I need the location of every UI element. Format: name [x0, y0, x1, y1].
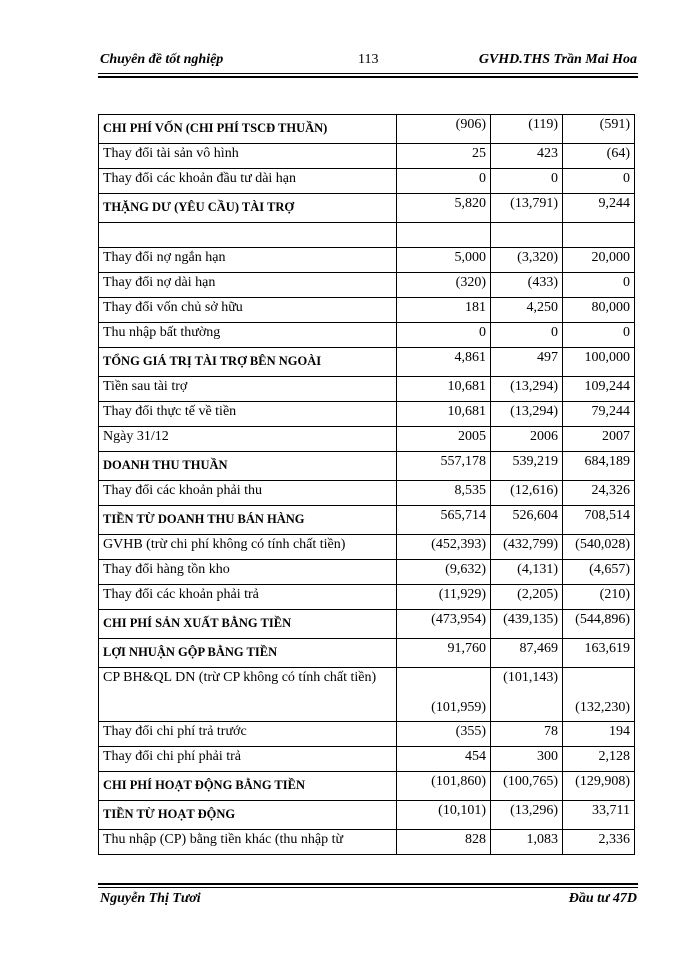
row-value-2: 539,219 — [491, 452, 563, 481]
row-value-2: 300 — [491, 747, 563, 772]
row-value-1: 25 — [397, 144, 491, 169]
row-value-3: 24,326 — [563, 481, 635, 506]
row-value-3 — [563, 223, 635, 248]
row-value-2: (439,135) — [491, 610, 563, 639]
row-value-2: 423 — [491, 144, 563, 169]
row-label: Thay đổi các khoản phải trả — [99, 585, 397, 610]
row-label: DOANH THU THUẦN — [99, 452, 397, 481]
row-label: Thu nhập bất thường — [99, 323, 397, 348]
row-label: TIỀN TỪ DOANH THU BÁN HÀNG — [99, 506, 397, 535]
row-value-1: 5,820 — [397, 194, 491, 223]
row-value-1: (473,954) — [397, 610, 491, 639]
table-row — [99, 298, 635, 323]
row-label: TIỀN TỪ HOẠT ĐỘNG — [99, 801, 397, 830]
row-value-1 — [397, 223, 491, 248]
row-value-2 — [491, 223, 563, 248]
row-value-1: (320) — [397, 273, 491, 298]
row-label: TỔNG GIÁ TRỊ TÀI TRỢ BÊN NGOÀI — [99, 348, 397, 377]
row-value-1: 557,178 — [397, 452, 491, 481]
row-value-3: 0 — [563, 169, 635, 194]
row-value-3: 708,514 — [563, 506, 635, 535]
row-value-2: (4,131) — [491, 560, 563, 585]
row-value-2: (432,799) — [491, 535, 563, 560]
row-label: Thay đổi nợ ngắn hạn — [99, 248, 397, 273]
row-value-2: (13,294) — [491, 402, 563, 427]
row-value-1: 0 — [397, 323, 491, 348]
row-value-1: 565,714 — [397, 506, 491, 535]
row-label: Thay đổi hàng tồn kho — [99, 560, 397, 585]
row-value-2: 0 — [491, 169, 563, 194]
table-row — [99, 452, 635, 481]
row-value-2: 4,250 — [491, 298, 563, 323]
row-value-3: (64) — [563, 144, 635, 169]
row-value-3: 100,000 — [563, 348, 635, 377]
row-value-3: 109,244 — [563, 377, 635, 402]
row-value-1: (10,101) — [397, 801, 491, 830]
table-row — [99, 115, 635, 144]
row-label: Thay đổi chi phí trả trước — [99, 722, 397, 747]
row-value-3: (132,230) — [563, 668, 635, 722]
row-value-1: 91,760 — [397, 639, 491, 668]
row-label: CHI PHÍ HOẠT ĐỘNG BẰNG TIỀN — [99, 772, 397, 801]
table-row — [99, 747, 635, 772]
row-value-2: (3,320) — [491, 248, 563, 273]
row-value-1: 5,000 — [397, 248, 491, 273]
row-label: THẶNG DƯ (YÊU CẦU) TÀI TRỢ — [99, 194, 397, 223]
row-value-1: 454 — [397, 747, 491, 772]
row-label: Thay đổi vốn chủ sở hữu — [99, 298, 397, 323]
row-value-3: 2,336 — [563, 830, 635, 855]
row-value-3: (544,896) — [563, 610, 635, 639]
row-label: Thay đổi các khoản phải thu — [99, 481, 397, 506]
row-label: Tiền sau tài trợ — [99, 377, 397, 402]
header-supervisor: GVHD.THS Trần Mai Hoa — [478, 52, 637, 67]
row-value-3: 79,244 — [563, 402, 635, 427]
table-row — [99, 801, 635, 830]
footer-rule-thick — [98, 883, 638, 885]
table-row — [99, 506, 635, 535]
row-value-3: 684,189 — [563, 452, 635, 481]
row-value-1: 828 — [397, 830, 491, 855]
row-value-2: 0 — [491, 323, 563, 348]
row-label: Thay đổi thực tế về tiền — [99, 402, 397, 427]
row-label: CHI PHÍ SẢN XUẤT BẰNG TIỀN — [99, 610, 397, 639]
footer-author: Nguyễn Thị Tươi — [100, 891, 201, 906]
row-value-3: 194 — [563, 722, 635, 747]
table-row — [99, 639, 635, 668]
row-label — [99, 223, 397, 248]
table-row — [99, 610, 635, 639]
table-row — [99, 830, 635, 855]
row-value-2: (12,616) — [491, 481, 563, 506]
row-value-3: 0 — [563, 273, 635, 298]
row-value-1: (452,393) — [397, 535, 491, 560]
footer-class: Đầu tư 47D — [568, 891, 637, 906]
row-value-3: 163,619 — [563, 639, 635, 668]
row-value-1: 10,681 — [397, 402, 491, 427]
row-value-3: 2,128 — [563, 747, 635, 772]
table-row — [99, 223, 635, 248]
table-row — [99, 169, 635, 194]
row-value-2: (433) — [491, 273, 563, 298]
row-label: GVHB (trừ chi phí không có tính chất tiền) — [99, 535, 397, 560]
row-label: Ngày 31/12 — [99, 427, 397, 452]
cash-flow-table-body — [99, 115, 635, 855]
row-value-3: 20,000 — [563, 248, 635, 273]
table-row — [99, 535, 635, 560]
cash-flow-table — [98, 114, 635, 855]
table-row — [99, 144, 635, 169]
row-value-3: 33,711 — [563, 801, 635, 830]
table-row — [99, 273, 635, 298]
row-value-2: 87,469 — [491, 639, 563, 668]
table-row — [99, 377, 635, 402]
row-label: Thu nhập (CP) bằng tiền khác (thu nhập từ — [99, 830, 397, 855]
table-row — [99, 722, 635, 747]
row-value-2: 526,604 — [491, 506, 563, 535]
header-rule-thick — [98, 76, 638, 78]
row-value-1: (11,929) — [397, 585, 491, 610]
table-row — [99, 560, 635, 585]
row-value-2: 2006 — [491, 427, 563, 452]
row-label: CP BH&QL DN (trừ CP không có tính chất tiền) — [99, 668, 397, 722]
row-value-2: 1,083 — [491, 830, 563, 855]
row-value-3: (4,657) — [563, 560, 635, 585]
page-header — [100, 48, 637, 70]
row-value-1: (9,632) — [397, 560, 491, 585]
row-value-2: (2,205) — [491, 585, 563, 610]
row-value-3: 2007 — [563, 427, 635, 452]
table-row — [99, 427, 635, 452]
table-row — [99, 772, 635, 801]
row-label: LỢI NHUẬN GỘP BẰNG TIỀN — [99, 639, 397, 668]
row-label: CHI PHÍ VỐN (CHI PHÍ TSCĐ THUẦN) — [99, 115, 397, 144]
table-row — [99, 248, 635, 273]
table-row — [99, 481, 635, 506]
row-value-2: (119) — [491, 115, 563, 144]
table-row — [99, 668, 635, 722]
row-value-3: (591) — [563, 115, 635, 144]
row-value-2: (13,294) — [491, 377, 563, 402]
row-value-1: 2005 — [397, 427, 491, 452]
table-row — [99, 323, 635, 348]
row-value-1: 0 — [397, 169, 491, 194]
row-value-1: (355) — [397, 722, 491, 747]
page-footer — [100, 891, 637, 913]
table-row — [99, 585, 635, 610]
table-row — [99, 402, 635, 427]
row-value-1: 10,681 — [397, 377, 491, 402]
row-value-1: (906) — [397, 115, 491, 144]
row-label: Thay đổi chi phí phải trả — [99, 747, 397, 772]
header-document-title: Chuyên đề tốt nghiệp — [100, 52, 224, 67]
row-label: Thay đổi nợ dài hạn — [99, 273, 397, 298]
row-value-2: 78 — [491, 722, 563, 747]
row-value-1: (101,860) — [397, 772, 491, 801]
footer-rule-thin — [98, 887, 638, 888]
row-label: Thay đổi các khoản đầu tư dài hạn — [99, 169, 397, 194]
header-rule-thin — [98, 73, 638, 74]
row-value-1: (101,959) — [397, 668, 491, 722]
row-value-3: (210) — [563, 585, 635, 610]
row-value-3: 0 — [563, 323, 635, 348]
row-value-3: (129,908) — [563, 772, 635, 801]
row-value-1: 4,861 — [397, 348, 491, 377]
row-value-2: (13,296) — [491, 801, 563, 830]
table-row — [99, 194, 635, 223]
row-value-2: 497 — [491, 348, 563, 377]
row-value-1: 181 — [397, 298, 491, 323]
row-value-2: (100,765) — [491, 772, 563, 801]
row-label: Thay đổi tài sản vô hình — [99, 144, 397, 169]
row-value-3: 80,000 — [563, 298, 635, 323]
row-value-2: (13,791) — [491, 194, 563, 223]
header-page-number: 113 — [358, 52, 379, 67]
row-value-3: (540,028) — [563, 535, 635, 560]
row-value-3: 9,244 — [563, 194, 635, 223]
row-value-1: 8,535 — [397, 481, 491, 506]
table-row — [99, 348, 635, 377]
row-value-2: (101,143) — [491, 668, 563, 722]
